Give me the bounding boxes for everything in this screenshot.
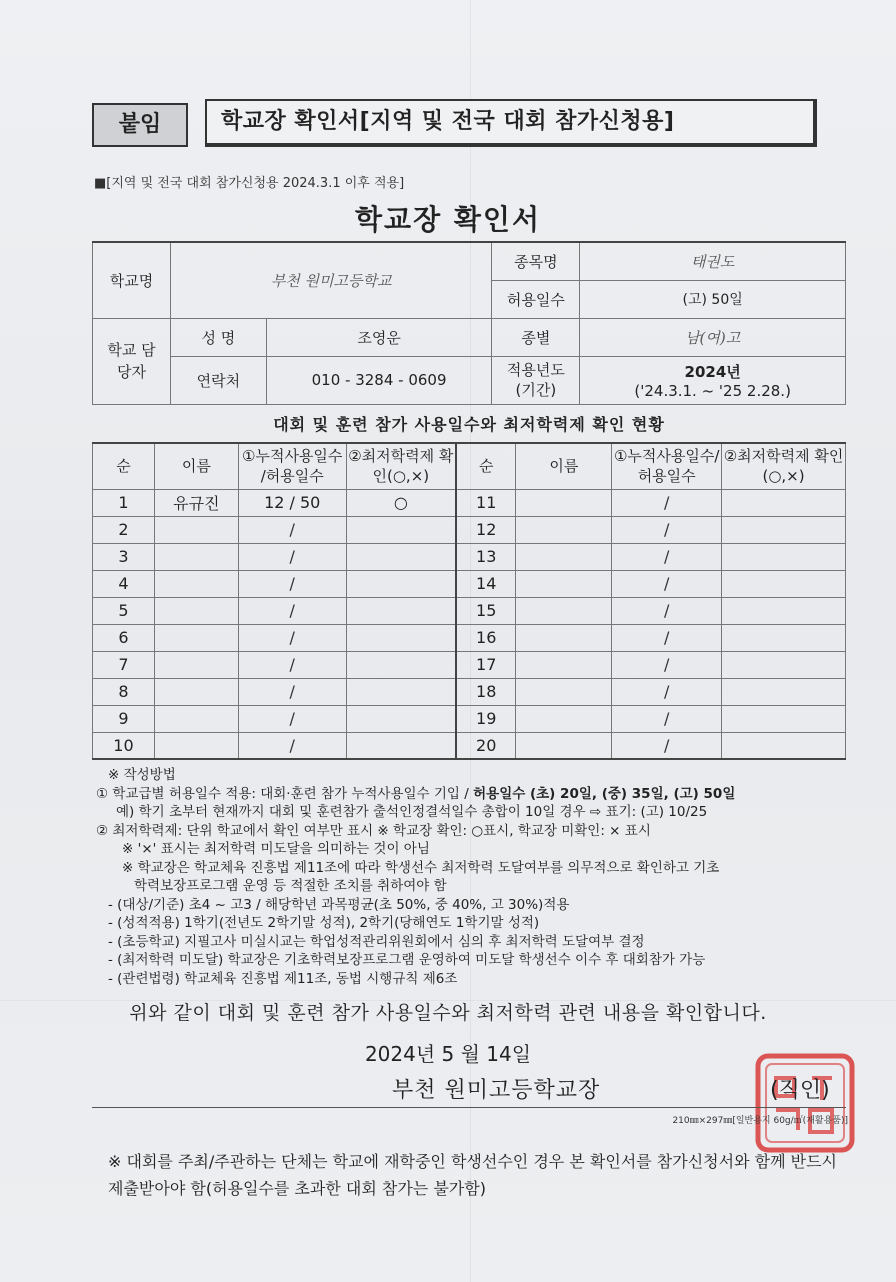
table-cell: 12 <box>456 516 516 543</box>
confirmation-statement: 위와 같이 대회 및 훈련 참가 사용일수와 최저학력 관련 내용을 확인합니다. <box>129 1002 767 1024</box>
method-line: - (최저학력 미도달) 학교장은 기초학력보장프로그램 운영하여 미도달 학생선수 이수 후 대회참가 가능 <box>108 952 706 968</box>
table-cell: / <box>612 624 722 651</box>
method-line: - (대상/기준) 초4 ~ 고3 / 해당학년 과목평균(초 50%, 중 40%, 고 30%)적용 <box>108 896 570 913</box>
table-cell <box>516 570 612 597</box>
table-cell: / <box>238 543 346 570</box>
principal-name: 부천 원미고등학교장 <box>392 1078 601 1103</box>
table-cell: 1 <box>93 489 155 516</box>
table-cell: 11 <box>456 489 516 516</box>
table-header-row <box>93 443 846 489</box>
year-value: 2024년 <box>684 362 741 381</box>
method-line: ※ '×' 표시는 최저학력 미도달을 의미하는 것이 아님 <box>122 841 430 857</box>
method-text: ① 학교급별 허용일수 적용: 대회·훈련 참가 누적사용일수 기입 / <box>96 785 474 802</box>
paper-size-note: 210㎜×297㎜[일반용지 60g/㎡(재활용품)] <box>672 1116 848 1126</box>
table-cell: 14 <box>456 570 516 597</box>
table-cell <box>346 732 456 759</box>
sport-value: 태권도 <box>580 242 846 280</box>
staff-label: 학교 담당자 <box>93 318 171 404</box>
section-title: 대회 및 훈련 참가 사용일수와 최저학력제 확인 현황 <box>273 415 665 434</box>
table-cell: / <box>238 651 346 678</box>
column-header: 순 <box>93 443 155 489</box>
table-cell <box>154 732 238 759</box>
table-cell <box>154 651 238 678</box>
attachment-label: 붙임 <box>92 103 188 147</box>
table-cell: / <box>612 516 722 543</box>
year-period: ('24.3.1. ~ '25 2.28.) <box>634 381 791 400</box>
table-cell <box>722 732 846 759</box>
table-cell <box>722 705 846 732</box>
table-cell <box>516 489 612 516</box>
table-cell: 3 <box>93 543 155 570</box>
table-cell: 20 <box>456 732 516 759</box>
table-cell <box>346 705 456 732</box>
table-cell: / <box>238 705 346 732</box>
method-line: 예) 학기 초부터 현재까지 대회 및 훈련참가 출석인정결석일수 총합이 10일 경우 ⇨ 표기: (고) 10/25 <box>116 804 708 820</box>
table-row <box>93 651 846 678</box>
header-title-box: 학교장 확인서[지역 및 전국 대회 참가신청용] <box>205 99 817 147</box>
table-cell <box>154 705 238 732</box>
table-cell <box>154 543 238 570</box>
gender-label: 종별 <box>492 318 580 356</box>
table-cell <box>516 705 612 732</box>
sport-label: 종목명 <box>492 242 580 280</box>
table-cell <box>346 651 456 678</box>
table-row <box>93 624 846 651</box>
table-cell: 16 <box>456 624 516 651</box>
table-cell: 4 <box>93 570 155 597</box>
allowed-days-label: 허용일수 <box>492 280 580 318</box>
table-cell: 2 <box>93 516 155 543</box>
table-cell <box>722 570 846 597</box>
column-header: ②최저학력제 확인(○,×) <box>346 443 456 489</box>
table-cell <box>722 543 846 570</box>
gender-value: 남(여)고 <box>580 318 846 356</box>
seal-label: (직인) <box>770 1078 830 1103</box>
table-cell: / <box>238 597 346 624</box>
name-value: 조영운 <box>266 318 492 356</box>
table-cell: 12 / 50 <box>238 489 346 516</box>
column-header: 이름 <box>516 443 612 489</box>
method-line: - (초등학교) 지필고사 미실시교는 학업성적관리위원회에서 심의 후 최저학력 도달여부 결정 <box>108 933 645 950</box>
table-cell: 18 <box>456 678 516 705</box>
table-cell <box>346 570 456 597</box>
table-cell: / <box>238 516 346 543</box>
table-cell <box>346 597 456 624</box>
table-cell: / <box>612 678 722 705</box>
table-cell: / <box>238 732 346 759</box>
table-row <box>93 732 846 759</box>
table-cell <box>516 516 612 543</box>
column-header: ②최저학력제 확인(○,×) <box>722 443 846 489</box>
year-cell <box>580 356 846 404</box>
table-cell: / <box>612 570 722 597</box>
table-row <box>93 516 846 543</box>
school-info-table <box>92 241 846 405</box>
table-cell: 7 <box>93 651 155 678</box>
table-cell <box>722 678 846 705</box>
contact-value: 010 - 3284 - 0609 <box>266 356 492 404</box>
table-cell: / <box>612 705 722 732</box>
table-cell: / <box>612 543 722 570</box>
table-cell <box>516 651 612 678</box>
column-header: ①누적사용일수 /허용일수 <box>238 443 346 489</box>
table-cell: ○ <box>346 489 456 516</box>
footer-note: ※ 대회를 주최/주관하는 단체는 학교에 재학중인 학생선수인 경우 본 확인서를 참가신청서와 함께 반드시 제출받아야 함(허용일수를 초과한 대회 참가는 불가함) <box>108 1152 837 1198</box>
writing-method <box>96 766 856 988</box>
table-cell <box>722 516 846 543</box>
method-line: ※ 학교장은 학교체육 진흥법 제11조에 따라 학생선수 최저학력 도달여부를 의무적으로 확인하고 기초 <box>122 859 720 876</box>
table-cell: / <box>238 624 346 651</box>
table-cell: 8 <box>93 678 155 705</box>
method-line: - (관련법령) 학교체육 진흥법 제11조, 동법 시행규칙 제6조 <box>108 970 458 987</box>
table-cell <box>346 543 456 570</box>
method-line: - (성적적용) 1학기(전년도 2학기말 성적), 2학기(당해연도 1학기말 성적) <box>108 915 540 931</box>
year-label: 적용년도 (기간) <box>492 356 580 404</box>
table-cell: / <box>612 732 722 759</box>
table-cell <box>722 624 846 651</box>
table-row <box>93 489 846 516</box>
table-cell <box>154 624 238 651</box>
table-cell: 유규진 <box>154 489 238 516</box>
column-header: 이름 <box>154 443 238 489</box>
allowed-days-rule: 허용일수 (초) 20일, (중) 35일, (고) 50일 <box>473 785 736 802</box>
table-cell: / <box>238 570 346 597</box>
table-cell: / <box>612 597 722 624</box>
table-cell <box>154 678 238 705</box>
table-cell <box>722 651 846 678</box>
allowed-days-value: (고) 50일 <box>580 280 846 318</box>
table-cell: / <box>238 678 346 705</box>
divider <box>92 1107 846 1108</box>
name-label: 성 명 <box>170 318 266 356</box>
table-row <box>93 570 846 597</box>
table-row <box>93 705 846 732</box>
table-cell <box>346 624 456 651</box>
table-cell <box>516 597 612 624</box>
method-line: 학력보장프로그램 운영 등 적절한 조치를 취하여야 함 <box>134 878 447 894</box>
table-cell <box>154 597 238 624</box>
column-header: 순 <box>456 443 516 489</box>
method-line: ② 최저학력제: 단위 학교에서 확인 여부만 표시 ※ 학교장 확인: ○표시, 학교장 미확인: × 표시 <box>96 822 651 839</box>
table-cell <box>722 597 846 624</box>
applicability-note: ■[지역 및 전국 대회 참가신청용 2024.3.1 이후 적용] <box>94 176 405 191</box>
table-cell <box>722 489 846 516</box>
table-cell: 6 <box>93 624 155 651</box>
table-cell <box>346 516 456 543</box>
table-cell: 17 <box>456 651 516 678</box>
table-cell: 5 <box>93 597 155 624</box>
table-cell: / <box>612 489 722 516</box>
school-name-value: 부천 원미고등학교 <box>170 242 492 318</box>
document-title: 학교장 확인서 <box>354 203 542 236</box>
participation-table <box>92 442 846 760</box>
table-row <box>93 678 846 705</box>
table-cell <box>516 624 612 651</box>
table-cell: 19 <box>456 705 516 732</box>
issue-date: 2024년 5 월 14일 <box>364 1042 532 1066</box>
method-heading: ※ 작성방법 <box>108 767 176 783</box>
table-row <box>93 543 846 570</box>
table-cell: 10 <box>93 732 155 759</box>
table-cell <box>154 516 238 543</box>
table-cell <box>516 543 612 570</box>
method-line <box>96 785 856 804</box>
table-cell <box>516 732 612 759</box>
table-cell <box>154 570 238 597</box>
school-name-label: 학교명 <box>93 242 171 318</box>
table-cell: 15 <box>456 597 516 624</box>
table-cell: 13 <box>456 543 516 570</box>
table-cell: / <box>612 651 722 678</box>
contact-label: 연락처 <box>170 356 266 404</box>
table-cell <box>516 678 612 705</box>
table-row <box>93 597 846 624</box>
table-cell <box>346 678 456 705</box>
column-header: ①누적사용일수/ 허용일수 <box>612 443 722 489</box>
table-cell: 9 <box>93 705 155 732</box>
